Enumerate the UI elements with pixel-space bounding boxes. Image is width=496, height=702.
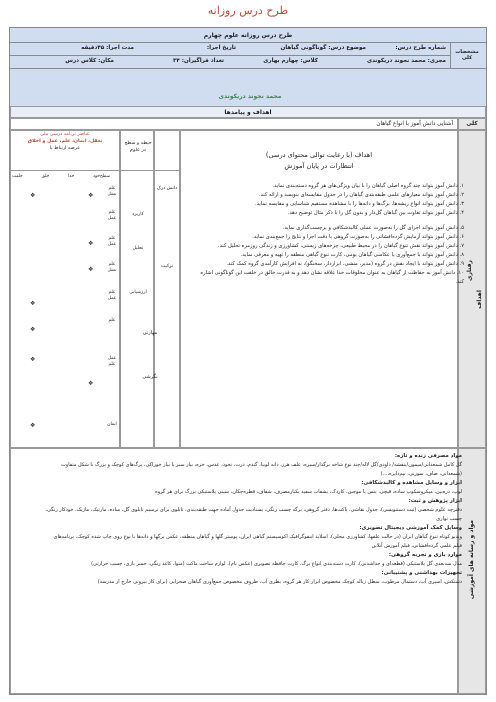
materials-group [44, 551, 462, 569]
materials-text: لوپ، ذره‌بین، میکروسکوپ ساده، قیچی، پنس یا موچین، کاردک، بشقاب سفید یکبارمصرف، شفاف، قطره‌چکان، سینی پلاستیکی بزرگ برای هر گروه [155, 489, 462, 495]
teacher-subtitle: محمد نجوند دریکوندی [218, 93, 282, 100]
general-label-cell [458, 118, 486, 130]
check-mark: ❖ [30, 326, 36, 333]
objective-2: ۲. دانش آموز بتواند معیارهای علمی طبقه‌بندی گیاهان را در جدول مقایسه‌ای بنویسد و ارائه کند. [258, 192, 464, 198]
objective-10: ۱۰. دانش آموز به حفاظت از گیاهان به عنوان مخلوقات خدا علاقه نشان دهد و به قدرت خالق در خلقت این گوناگونی اشاره کند. [200, 270, 464, 285]
element-6: علم [108, 318, 116, 323]
element-5: علم عمل [107, 290, 117, 301]
materials-label: مواد و رسانه های آموزشی [468, 520, 475, 600]
element-4: علم تعقل [107, 262, 117, 273]
domain-knowledge: دانش درک [156, 186, 178, 191]
objective-7: ۷. دانش آموز بتواند نقش تنوع گیاهان را در محیط طبیعی، چرخه‌های زیستی، کشاورزی و زندگی روزمره تحلیل کند. [217, 243, 464, 249]
objective-9: ۹. دانش آموز بتواند با ایجاد نقش در گروه (مدیر، منشی، ابزاردار، سخنگو)، به افزایش کارآمدی گروه کمک کند. [226, 261, 464, 267]
element-8: ایمان [107, 422, 117, 427]
objective-4: ۴. دانش آموز بتواند تفاوت بین گیاهان گل‌دار و بدون گل را با ذکر مثال توضیح دهد. [287, 210, 464, 216]
materials-text: مدل سه‌بعدی گل پلاستیکی (قطعه‌ای و جداشدنی)، کارت دسته‌بندی انواع برگ، کارت حافظه تصویری (عکس نام)، لوازم ساخت ماکت (متوا، کاغذ رنگی، خمیر بازی، چسب حرارتی) [91, 561, 462, 567]
materials-title: موارد بازی و تجربه گروهی: [388, 552, 462, 558]
objectives-subtitle: انتظارات در پایان آموزش [284, 162, 354, 170]
level-header: سطح [100, 174, 111, 179]
elements-header: عناصر برنامه درسی ملی [40, 132, 90, 137]
domain-attitude: نگرشی [142, 374, 158, 380]
relations-header: عرصه ارتباط با [49, 146, 81, 151]
objectives-title: اهداف (با رعایت توالی محتوای درسی) [265, 151, 373, 159]
element-3: علم عمل [107, 236, 117, 247]
check-mark: ❖ [30, 422, 36, 429]
domain-evaluation: ارزشیابی [129, 290, 147, 295]
check-mark: ❖ [88, 240, 94, 247]
elements-subheader: تعقل، ایمان، علم، عمل و اخلاق [27, 139, 103, 144]
general-goal-row [10, 118, 458, 130]
learners-count: تعداد فراگیران: ۳۴ [172, 58, 224, 64]
check-mark: ❖ [88, 192, 94, 199]
plan-number: شماره طرح درس: [395, 45, 446, 51]
domain-analysis: تحلیل [132, 246, 144, 251]
behavioral-label: رفتاری [466, 260, 473, 282]
domain-header: حیطه و سطح در علوم [124, 141, 152, 153]
element-2: علم عمل [107, 210, 117, 221]
materials-title: تجهیزات بهداشتی و پشتیبانی: [381, 570, 462, 576]
execution-date: تاریخ اجرا: [206, 45, 236, 51]
relation-columns [12, 174, 100, 179]
domain-column [154, 130, 180, 448]
check-mark: ❖ [88, 380, 94, 387]
materials-group [44, 452, 462, 479]
goals-heading-row [10, 106, 486, 118]
materials-group [44, 569, 462, 587]
rel-god: خدا [68, 174, 75, 179]
materials-title: وسایل کمک آموزشی دیجیتال تصویری: [359, 525, 462, 531]
materials-title: ابزار و وسایل مشاهده و کالبدشکافی: [361, 480, 462, 486]
page-title: طرح درس روزانه [207, 4, 289, 17]
materials-title: ابزار پژوهش و ثبت: [408, 498, 462, 504]
check-mark: ❖ [30, 356, 36, 363]
general-specs-label: مشخصات کلی [455, 49, 479, 61]
place: مکان: کلاس درس [65, 58, 114, 64]
materials-text: گل کامل شمعدانی/میمون/بنفشه/ داودی/گل لاله/چند نوع شاخه برگدار/سبزه، علف هرز، دانه لوبیا، گندم، ذرت، نخود، عدس، خزه، بیاز سبز با بیاز خوراکی، برگ‌های کوچک و بزرگ با شکل متفاوت (شمعدانی، صاف، سوزنی، نیم‌دایره،...) [61, 462, 462, 477]
rel-creation: خلقت [12, 174, 23, 179]
general-goal: آشنایی دانش آموز با انواع گیاهان [376, 121, 453, 127]
domain-skill: مهارتی [142, 330, 158, 336]
rel-people: خلق [41, 174, 50, 179]
materials-group [44, 497, 462, 524]
check-mark: ❖ [88, 266, 94, 273]
goals-label: اهداف [476, 290, 483, 309]
objectives-column [180, 130, 458, 448]
goals-heading: اهداف و پیامدها [224, 109, 272, 116]
objectives-list [196, 182, 464, 287]
materials-group [44, 479, 462, 497]
rel-self: خود [93, 174, 100, 179]
check-mark: ❖ [30, 300, 36, 307]
check-mark: ❖ [30, 192, 36, 199]
general-label: کلی [466, 121, 478, 127]
objective-1: ۱. دانش آموز بتواند چند گروه اصلی گیاهان را با بیان ویژگی‌های هر گروه دسته‌بندی نماید. [272, 183, 464, 189]
level-column [120, 130, 154, 448]
materials-list [44, 452, 462, 587]
objective-8: ۸. دانش آموز بتواند با جمع‌آوری یا عکاسی گیاهان بومی، کارت تنوع گیاهی منطقه را تهیه و معرفی نماید. [240, 252, 464, 258]
materials-title: مواد مصرفی زنده و تازه: [394, 453, 462, 459]
behavioral-label-cell [458, 130, 486, 448]
duration: مدت اجرا: ۴۵دقیقه [81, 45, 134, 51]
objective-5: ۵. دانش آموز بتواند اجزای گل را به‌صورت عملی کالبدشکافی و برچسب‌گذاری نماید. [282, 225, 464, 231]
grade: کلاس: چهارم بهاری [263, 58, 318, 64]
domain-application: کاربرد [132, 212, 144, 217]
lesson-topic: موضوع درس: گوناگونی گیاهان [280, 45, 366, 51]
lesson-title: طرح درس روزانه علوم چهارم [203, 32, 293, 39]
element-7: عمل علم [107, 356, 117, 367]
element-1: علم تعقل [107, 186, 117, 197]
domain-synthesis: ترکیب [161, 264, 173, 269]
teacher-name: مجری: محمد نجوند دریکوندی [366, 58, 446, 64]
objective-3: ۳. دانش آموز بتواند انواع ریشه‌ها، برگ‌ها و دانه‌ها را با مشاهده مستقیم شناسایی و مقایسه نماید. [255, 201, 464, 207]
materials-text: ویدیو کوتاه تنوع گیاهان ایران (در حالت علفها، کشاورزی محلی)، اسلاید اینفوگرافیک اکوسیستم گیاهی ایران، پوستر گلها و گیاهان منطقه، عکس برگها و دانه‌ها با نوع روی چاپ شده کوچک، برنامه‌های فیلم علمی گرده‌افشانی، فیلم آموزش آنلاین [53, 534, 462, 549]
materials-group [44, 524, 462, 551]
objective-6: ۶. دانش آموز بتواند آزمایش گرده‌افشانی را به‌صورت گروهی با دقت اجرا و نتایج را جمع‌بندی نماید. [252, 234, 464, 240]
materials-text: دستکش، اسپری آب، دستمال مرطوب، سطل زباله کوچک مخصوص ابزار کار هر گروه، بطری آب، ظروف مخصوص جمع‌آوری گیاهان صحرایی (برای کار بیرونی خارج از مدرسه) [97, 579, 462, 585]
materials-text: دفترچه علوم شخصی (ثبت دستنویسی)، جدول نقاشی، پاکت‌ها، دفتر گروهی، برگه چسب رنگی، یسنادیت جدول آماده جهت طبقه‌بندی، تابلوی برای ترسیم تابلوی گل، ساده، مارتیک، ماژیک، خودکار رنگی، چسب نواری [45, 507, 462, 522]
